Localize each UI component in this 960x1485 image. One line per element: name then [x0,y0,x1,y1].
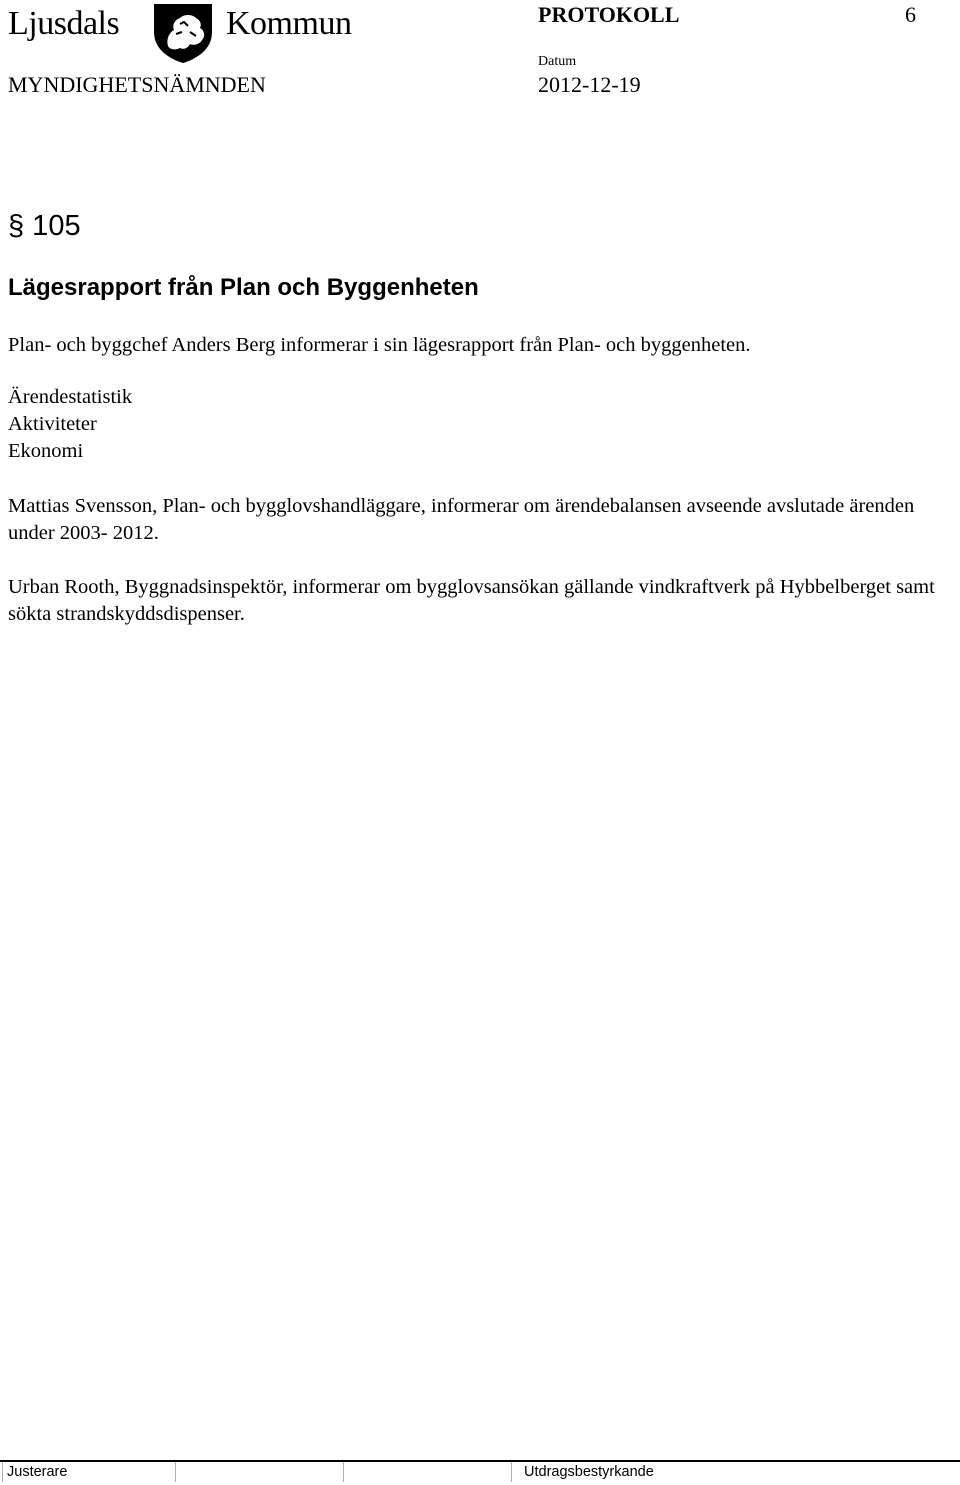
footer-utdragsbestyrkande-label: Utdragsbestyrkande [524,1464,654,1480]
logo-text-ljusdals: Ljusdals [8,5,120,42]
document-type: PROTOKOLL [538,2,680,27]
paragraph-number: § 105 [8,210,81,242]
mattias-paragraph: Mattias Svensson, Plan- och bygglovshandläggare, informerar om ärendebalansen avseende avslutade ärenden under 2003- 2012. [8,495,915,544]
logo-text-kommun: Kommun [226,5,352,42]
footer-justerare-label: Justerare [7,1464,68,1480]
topic-item: Ärendestatistik [8,386,133,408]
date-value: 2012-12-19 [538,72,641,97]
organization-name: MYNDIGHETSNÄMNDEN [8,72,266,97]
intro-paragraph: Plan- och byggchef Anders Berg informerar i sin lägesrapport från Plan- och byggenheten. [8,334,751,356]
date-label: Datum [538,54,577,69]
section-heading: Lägesrapport från Plan och Byggenheten [8,274,479,301]
page-number: 6 [905,2,916,27]
footer-cell-signature-2 [343,1462,511,1482]
municipal-crest-logo [150,2,216,64]
topic-item: Ekonomi [8,440,84,462]
footer-cell-signature-1 [175,1462,343,1482]
urban-paragraph: Urban Rooth, Byggnadsinspektör, informerar om bygglovsansökan gällande vindkraftverk på Hybbelberget samt sökta strandskyddsdispenser. [8,576,935,625]
topic-item: Aktiviteter [8,413,97,435]
topic-list [8,384,948,465]
